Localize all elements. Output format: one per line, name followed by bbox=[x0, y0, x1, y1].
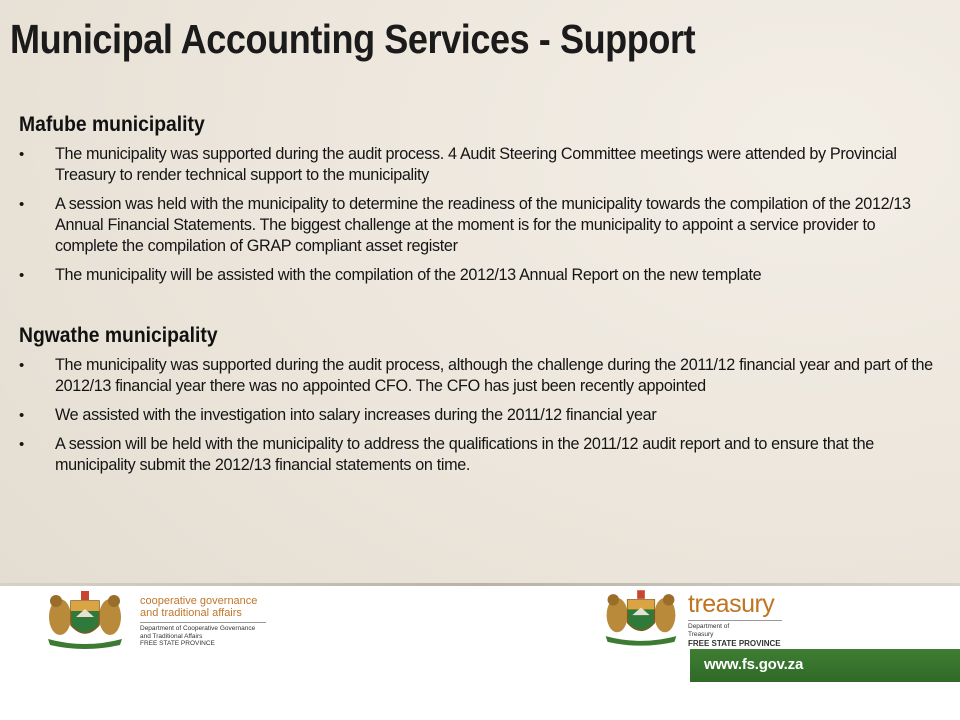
cogta-sub2: and Traditional Affairs bbox=[140, 632, 203, 640]
bullet-marker: • bbox=[19, 436, 24, 453]
bullet-marker: • bbox=[19, 357, 24, 374]
section-spacer bbox=[19, 294, 939, 324]
list-item bbox=[19, 194, 939, 257]
cogta-sub1: Department of Cooperative Governance bbox=[140, 625, 256, 632]
list-item bbox=[19, 434, 939, 476]
treasury-logo bbox=[688, 591, 808, 648]
slide-title: Municipal Accounting Services - Support bbox=[10, 16, 696, 62]
treasury-sub1: Department of bbox=[688, 623, 730, 630]
treasury-rule bbox=[688, 620, 782, 621]
cogta-rule bbox=[140, 622, 266, 623]
coat-of-arms-icon bbox=[598, 585, 684, 649]
cogta-logo bbox=[140, 595, 280, 648]
treasury-sub3: FREE STATE PROVINCE bbox=[688, 639, 781, 648]
section-ngwathe bbox=[19, 324, 939, 476]
bullet-marker: • bbox=[19, 196, 24, 213]
cogta-line2: and traditional affairs bbox=[140, 607, 242, 619]
bullet-text: The municipality was supported during the audit process. 4 Audit Steering Committee meetings were attended by Provincial Treasury to render technical support to the municipality bbox=[55, 145, 897, 184]
bullet-marker: • bbox=[19, 267, 24, 284]
list-item bbox=[19, 265, 939, 286]
list-item bbox=[19, 405, 939, 426]
bullet-text: The municipality will be assisted with the compilation of the 2012/13 Annual Report on the new template bbox=[55, 266, 762, 284]
bullet-marker: • bbox=[19, 146, 24, 163]
section-heading: Mafube municipality bbox=[19, 113, 205, 136]
bullet-text: A session will be held with the municipality to address the qualifications in the 2011/12 audit report and to ensure that the municipality submit the 2012/13 financial statements on time. bbox=[55, 435, 874, 474]
cogta-line1: cooperative governance bbox=[140, 595, 258, 607]
bullet-text: We assisted with the investigation into salary increases during the 2011/12 financial year bbox=[55, 406, 657, 424]
cogta-sub3: FREE STATE PROVINCE bbox=[140, 640, 215, 647]
bullet-text: The municipality was supported during the audit process, although the challenge during the 2011/12 financial year and part of the 2012/13 financial year there was no appointed CFO. The CFO has just been recently appointed bbox=[55, 356, 933, 395]
bullet-list bbox=[19, 144, 939, 286]
section-heading: Ngwathe municipality bbox=[19, 324, 218, 347]
slide-content bbox=[19, 113, 939, 484]
list-item bbox=[19, 144, 939, 186]
bullet-text: A session was held with the municipality to determine the readiness of the municipality towards the compilation of the 2012/13 Annual Financial Statements. The biggest challenge at the moment is for the municipality to appoint a service provider to complete the compilation of GRAP compliant asset register bbox=[55, 195, 911, 255]
bullet-list bbox=[19, 355, 939, 476]
coat-of-arms-icon bbox=[40, 587, 130, 651]
footer-banner bbox=[0, 583, 960, 720]
treasury-wordmark: treasury bbox=[688, 590, 775, 618]
footer-divider bbox=[0, 583, 960, 586]
bullet-marker: • bbox=[19, 407, 24, 424]
section-mafube bbox=[19, 113, 939, 286]
website-link[interactable]: www.fs.gov.za bbox=[704, 656, 804, 673]
treasury-sub2: Treasury bbox=[688, 630, 714, 638]
list-item bbox=[19, 355, 939, 397]
website-bar bbox=[690, 649, 960, 682]
